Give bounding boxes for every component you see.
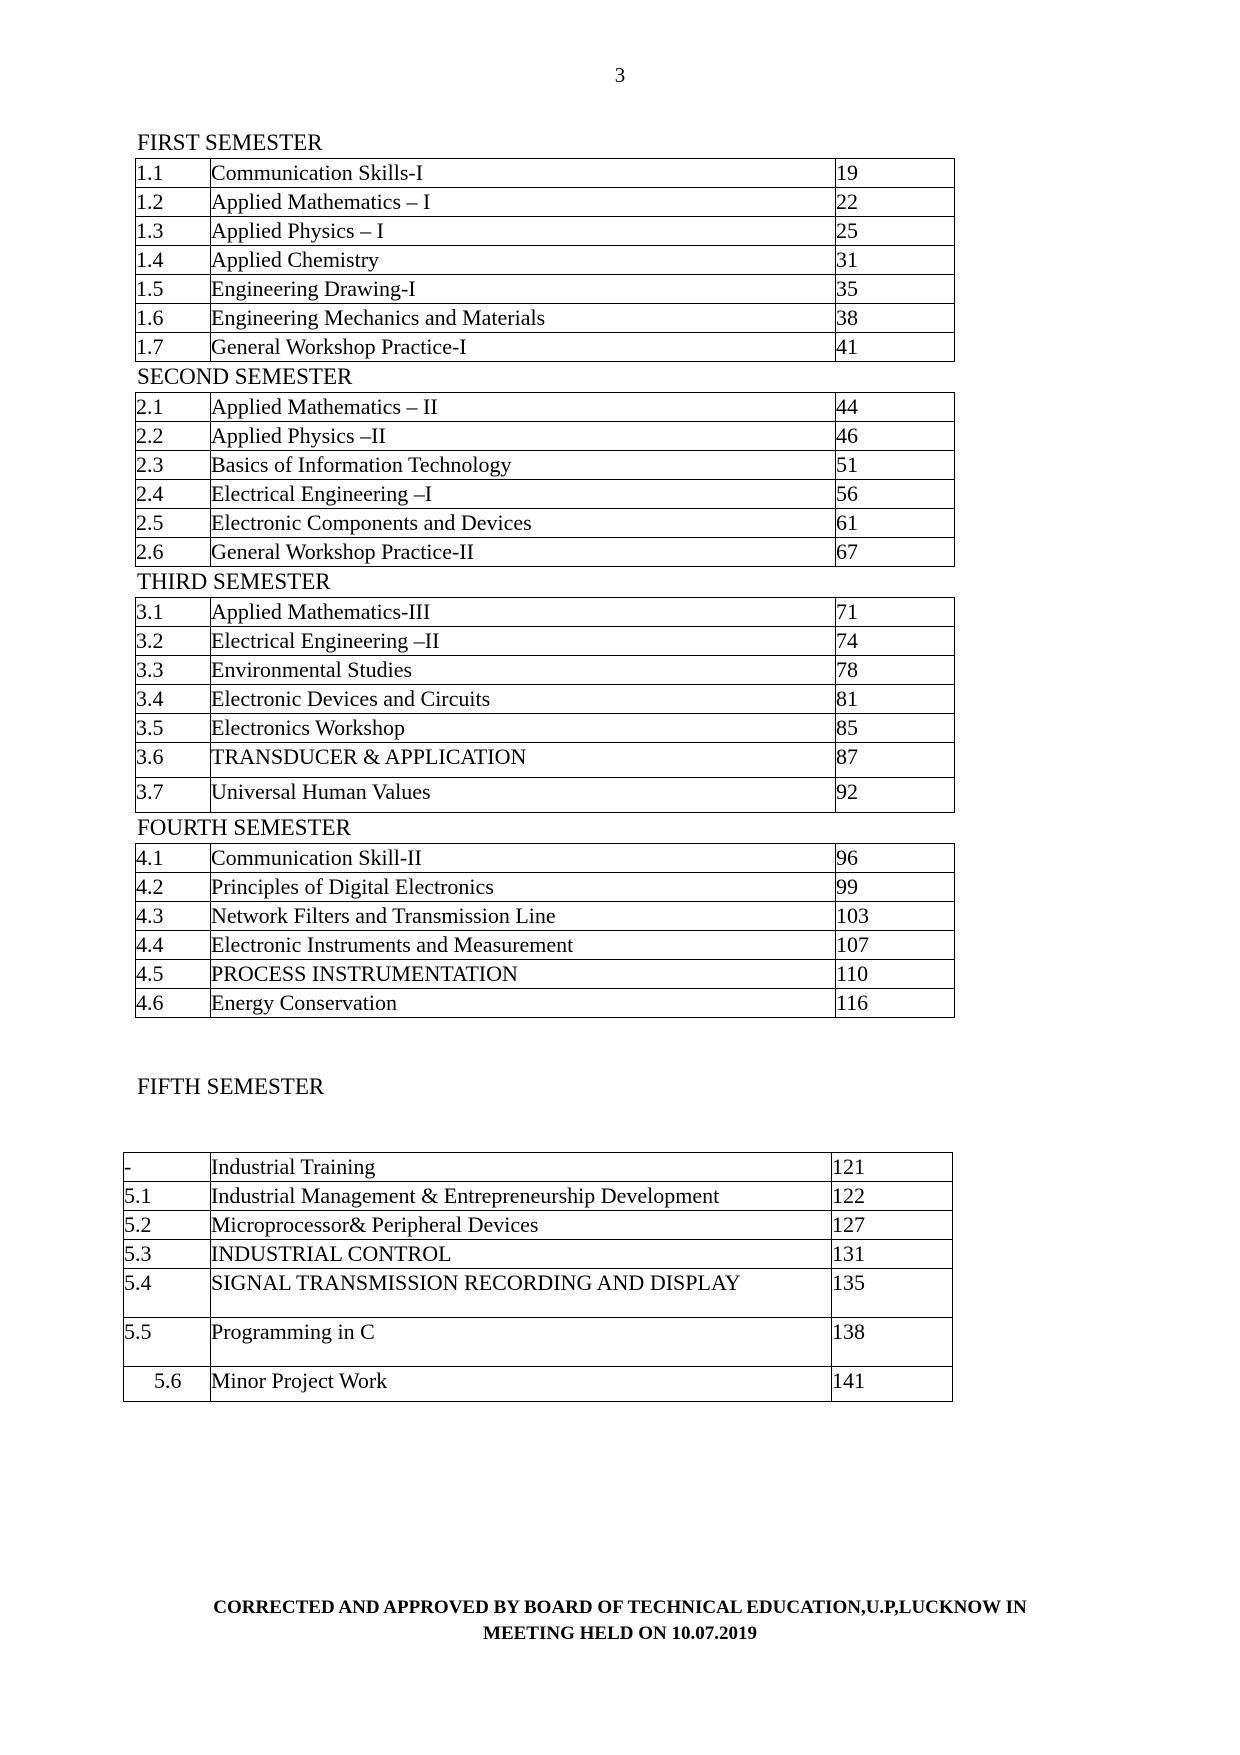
semester-table-third [135,597,955,813]
course-page: 56 [836,480,955,509]
course-title: PROCESS INSTRUMENTATION [211,960,836,989]
course-page: 19 [836,159,955,188]
table-row [136,451,955,480]
course-page: 41 [836,333,955,362]
course-title: TRANSDUCER & APPLICATION [211,743,836,778]
semester-table-second [135,392,955,567]
course-title: Basics of Information Technology [211,451,836,480]
course-title: Industrial Management & Entrepreneurship Development [211,1182,832,1211]
course-page: 110 [836,960,955,989]
table-row [124,1153,953,1182]
course-code: 4.1 [136,844,211,873]
course-page: 121 [832,1153,953,1182]
fifth-table-container [124,1152,960,1402]
table-row [136,902,955,931]
course-title: Principles of Digital Electronics [211,873,836,902]
table-row [136,931,955,960]
course-page: 138 [832,1318,953,1367]
course-title: Engineering Drawing-I [211,275,836,304]
course-code: 5.5 [124,1318,211,1367]
course-code: 1.5 [136,275,211,304]
course-page: 131 [832,1240,953,1269]
course-code: 3.7 [136,778,211,813]
table-row [136,333,955,362]
semester-table-first [135,158,955,362]
course-title: Electronic Instruments and Measurement [211,931,836,960]
table-row [136,743,955,778]
semester-heading-fourth: FOURTH SEMESTER [137,815,351,840]
page-number: 3 [614,63,626,87]
course-title: Electrical Engineering –II [211,627,836,656]
course-code: 4.3 [136,902,211,931]
footer-line-2: MEETING HELD ON 10.07.2019 [483,1623,757,1644]
course-page: 103 [836,902,955,931]
table-row [136,480,955,509]
course-title: Energy Conservation [211,989,836,1018]
course-code: 3.3 [136,656,211,685]
course-title: Universal Human Values [211,778,836,813]
course-title: Microprocessor& Peripheral Devices [211,1211,832,1240]
course-code: 4.2 [136,873,211,902]
table-row [136,873,955,902]
course-title: SIGNAL TRANSMISSION RECORDING AND DISPLAY [211,1269,832,1318]
course-code: 2.3 [136,451,211,480]
course-page: 107 [836,931,955,960]
course-code: 5.3 [124,1240,211,1269]
table-row [136,714,955,743]
footer-line-1: CORRECTED AND APPROVED BY BOARD OF TECHNICAL EDUCATION,U.P,LUCKNOW IN [213,1597,1027,1618]
course-code: 3.4 [136,685,211,714]
course-code: 1.2 [136,188,211,217]
course-title: Minor Project Work [211,1367,832,1402]
course-page: 99 [836,873,955,902]
course-code: 2.5 [136,509,211,538]
course-code: 4.5 [136,960,211,989]
course-page: 87 [836,743,955,778]
course-code: 5.2 [124,1211,211,1240]
course-title: Communication Skills-I [211,159,836,188]
semester-heading-third: THIRD SEMESTER [137,569,331,594]
course-title: Applied Physics –II [211,422,836,451]
table-row [136,159,955,188]
course-code: 3.1 [136,598,211,627]
course-page: 35 [836,275,955,304]
course-code: 5.1 [124,1182,211,1211]
course-page: 141 [832,1367,953,1402]
course-code: 2.1 [136,393,211,422]
course-page: 127 [832,1211,953,1240]
table-row [136,188,955,217]
table-row [136,275,955,304]
course-page: 22 [836,188,955,217]
course-code: 5.4 [124,1269,211,1318]
table-row [136,656,955,685]
course-code: 4.4 [136,931,211,960]
table-row [136,778,955,813]
course-title: Electronic Devices and Circuits [211,685,836,714]
course-page: 38 [836,304,955,333]
table-row [136,509,955,538]
table-row [124,1182,953,1211]
table-row [136,246,955,275]
table-of-contents [124,128,960,1402]
course-title: Electronic Components and Devices [211,509,836,538]
table-row [136,304,955,333]
course-page: 74 [836,627,955,656]
table-row [136,393,955,422]
table-row [124,1269,953,1318]
table-row [136,844,955,873]
course-page: 78 [836,656,955,685]
course-page: 61 [836,509,955,538]
semester-table-fifth [123,1152,953,1402]
course-code: 2.4 [136,480,211,509]
course-title: General Workshop Practice-II [211,538,836,567]
course-page: 31 [836,246,955,275]
table-row [136,422,955,451]
course-page: 67 [836,538,955,567]
table-row [136,960,955,989]
course-page: 71 [836,598,955,627]
course-code: 2.2 [136,422,211,451]
course-page: 96 [836,844,955,873]
course-page: 51 [836,451,955,480]
course-page: 135 [832,1269,953,1318]
semester-heading-first: FIRST SEMESTER [137,130,323,155]
table-row [124,1318,953,1367]
course-page: 85 [836,714,955,743]
course-title: Engineering Mechanics and Materials [211,304,836,333]
table-row [136,685,955,714]
course-title: Applied Physics – I [211,217,836,246]
course-page: 46 [836,422,955,451]
course-title: Electronics Workshop [211,714,836,743]
course-page: 25 [836,217,955,246]
course-code: 1.7 [136,333,211,362]
table-row [136,217,955,246]
course-code: 1.1 [136,159,211,188]
table-row [136,989,955,1018]
table-row [136,538,955,567]
course-code: 1.6 [136,304,211,333]
course-title: INDUSTRIAL CONTROL [211,1240,832,1269]
course-page: 122 [832,1182,953,1211]
table-row [124,1211,953,1240]
semester-table-fourth [135,843,955,1018]
course-code: 3.6 [136,743,211,778]
table-row [124,1367,953,1402]
course-title: Applied Mathematics-III [211,598,836,627]
semester-heading-second: SECOND SEMESTER [137,364,353,389]
course-code: - [124,1153,211,1182]
course-title: Applied Mathematics – II [211,393,836,422]
course-code: 3.5 [136,714,211,743]
course-code: 2.6 [136,538,211,567]
course-code: 1.3 [136,217,211,246]
course-code: 3.2 [136,627,211,656]
course-code: 4.6 [136,989,211,1018]
course-title: Applied Chemistry [211,246,836,275]
course-title: General Workshop Practice-I [211,333,836,362]
course-title: Electrical Engineering –I [211,480,836,509]
course-code: 1.4 [136,246,211,275]
course-title: Environmental Studies [211,656,836,685]
course-title: Network Filters and Transmission Line [211,902,836,931]
course-page: 44 [836,393,955,422]
course-page: 81 [836,685,955,714]
course-title: Communication Skill-II [211,844,836,873]
course-title: Programming in C [211,1318,832,1367]
course-code: 5.6 [124,1367,211,1402]
course-page: 92 [836,778,955,813]
table-row [124,1240,953,1269]
table-row [136,598,955,627]
page-footer [0,1595,1240,1647]
course-title: Applied Mathematics – I [211,188,836,217]
table-row [136,627,955,656]
course-page: 116 [836,989,955,1018]
semester-heading-fifth: FIFTH SEMESTER [137,1074,325,1099]
course-title: Industrial Training [211,1153,832,1182]
